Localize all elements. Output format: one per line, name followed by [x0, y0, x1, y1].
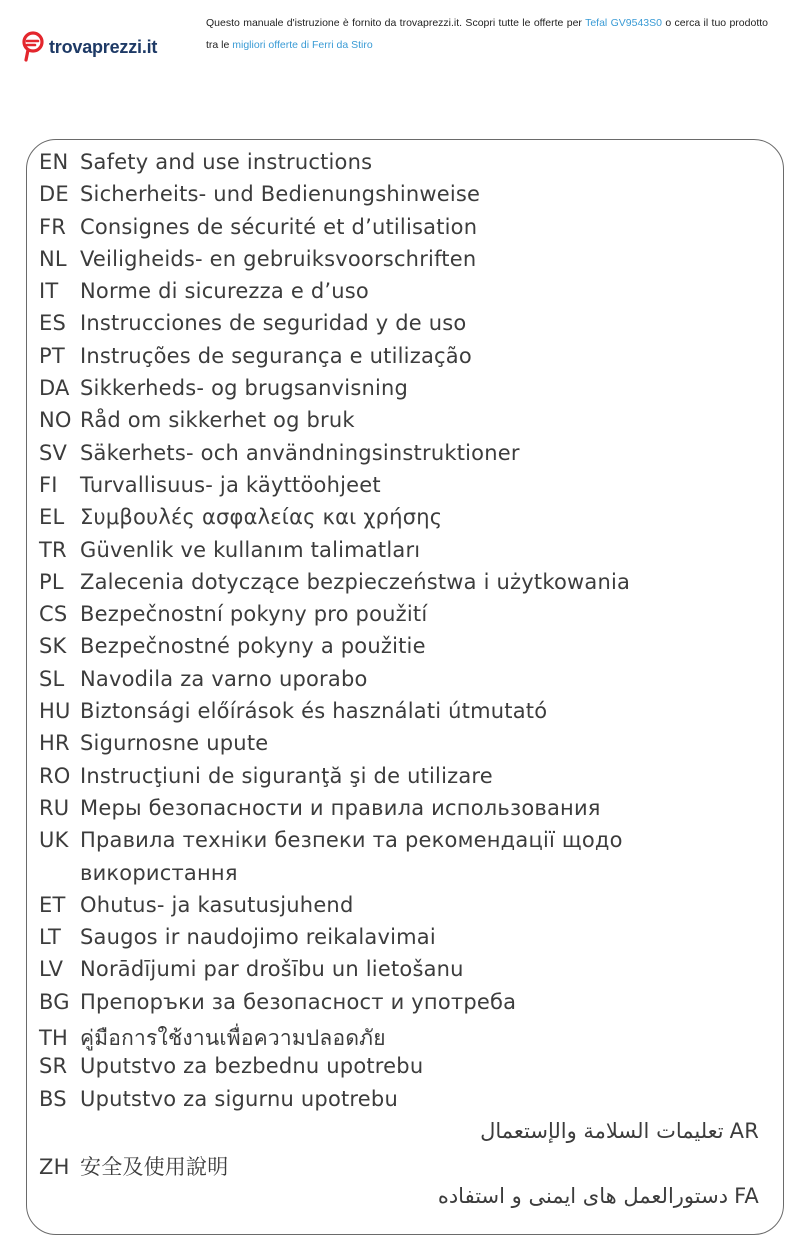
- language-row-sl: [39, 667, 759, 699]
- language-code: SR: [39, 1054, 68, 1079]
- language-code: TH: [39, 1026, 69, 1051]
- language-title: Instruções de segurança e utilização: [80, 343, 472, 368]
- language-title: Bezpečnostní pokyny pro použití: [80, 602, 428, 627]
- language-row-uk: [39, 828, 759, 860]
- language-code: HU: [39, 699, 71, 724]
- language-title: Правила техніки безпеки та рекомендації щодо: [80, 828, 623, 853]
- language-title: Turvallisuus- ja käyttöohjeet: [80, 472, 381, 497]
- language-row-ru: [39, 796, 759, 828]
- language-code: UK: [39, 828, 69, 853]
- language-title: Συμβουλές ασφαλείας και χρήσης: [80, 505, 443, 530]
- language-title: Sikkerheds- og brugsanvisning: [80, 376, 409, 401]
- language-code: CS: [39, 602, 68, 627]
- language-row-et: [39, 893, 759, 925]
- language-row-ro: [39, 764, 759, 796]
- language-list: [39, 150, 759, 1216]
- language-row-lv: [39, 957, 759, 989]
- language-row-en: [39, 150, 759, 182]
- language-title: Uputstvo za bezbednu upotrebu: [80, 1054, 424, 1079]
- logo-text: trovaprezzi.it: [49, 36, 158, 57]
- language-title: 安全及使用說明: [80, 1155, 229, 1180]
- language-row-pt: [39, 344, 759, 376]
- language-row-de: [39, 182, 759, 214]
- language-code: PL: [39, 569, 64, 594]
- language-title: Меры безопасности и правила использования: [80, 795, 601, 820]
- price-tag-icon: [22, 31, 46, 63]
- language-code: IT: [39, 279, 59, 304]
- language-title: تعليمات السلامة والإستعمال: [480, 1118, 724, 1143]
- language-title: Saugos ir naudojimo reikalavimai: [80, 925, 436, 950]
- language-code: AR: [729, 1118, 759, 1143]
- language-title: Safety and use instructions: [80, 150, 373, 174]
- language-row-hu: [39, 699, 759, 731]
- language-code: HR: [39, 731, 70, 756]
- language-title: Norādījumi par drošību un lietošanu: [80, 957, 464, 982]
- language-title: Biztonsági előírások és használati útmutató: [80, 699, 548, 724]
- language-title: Consignes de sécurité et d’utilisation: [80, 214, 478, 239]
- language-title: Veiligheids- en gebruiksvoorschriften: [80, 246, 477, 271]
- source-notice: [206, 12, 768, 56]
- language-title: Norme di sicurezza e d’uso: [80, 279, 369, 304]
- language-row-bg: [39, 990, 759, 1022]
- language-code: BG: [39, 989, 70, 1014]
- language-row-fr: [39, 215, 759, 247]
- language-row-fi: [39, 473, 759, 505]
- language-code: SV: [39, 440, 68, 465]
- language-code: ZH: [39, 1155, 70, 1180]
- language-code: SL: [39, 666, 65, 691]
- language-row-cs: [39, 602, 759, 634]
- language-row-es: [39, 311, 759, 343]
- language-title: Instrucciones de seguridad y de uso: [80, 311, 467, 336]
- language-code: FA: [734, 1183, 759, 1208]
- language-row-da: [39, 376, 759, 408]
- language-code: EL: [39, 505, 65, 530]
- language-row-bs: [39, 1087, 759, 1119]
- language-title: คู่มือการใช้งานเพื่อความปลอดภัย: [80, 1026, 386, 1051]
- language-code: LT: [39, 925, 62, 950]
- language-code: FR: [39, 214, 67, 239]
- language-title: Råd om sikkerhet og bruk: [80, 408, 355, 433]
- language-title: Sicherheits- und Bedienungshinweise: [80, 182, 481, 207]
- language-row-tr: [39, 538, 759, 570]
- language-code: ET: [39, 892, 66, 917]
- language-title: Bezpečnostné pokyny a použitie: [80, 634, 426, 659]
- language-title: Säkerhets- och användningsinstruktioner: [80, 440, 520, 465]
- language-title: Instrucţiuni de siguranţă şi de utilizare: [80, 763, 493, 788]
- language-row-nl: [39, 247, 759, 279]
- language-row-ar: [39, 1119, 759, 1151]
- product-link[interactable]: Tefal GV9543S0: [585, 17, 662, 29]
- language-title: Ohutus- ja kasutusjuhend: [80, 892, 354, 917]
- language-title: Sigurnosne upute: [80, 731, 269, 756]
- language-title: Uputstvo za sigurnu upotrebu: [80, 1086, 398, 1111]
- language-title-continuation: використання: [80, 860, 238, 885]
- language-code: RO: [39, 763, 71, 788]
- language-row-sk: [39, 634, 759, 666]
- language-code: FI: [39, 472, 58, 497]
- language-row-fa: [39, 1184, 759, 1216]
- trovaprezzi-logo[interactable]: [22, 30, 157, 64]
- language-row-uk-continued: [39, 861, 759, 893]
- category-link[interactable]: migliori offerte di Ferri da Stiro: [232, 39, 373, 51]
- language-row-lt: [39, 925, 759, 957]
- language-code: PT: [39, 343, 65, 368]
- language-title: دستورالعمل های ایمنی و استفاده: [437, 1183, 729, 1208]
- language-row-el: [39, 505, 759, 537]
- language-row-zh: [39, 1151, 759, 1183]
- language-code: DA: [39, 376, 70, 401]
- language-code: EN: [39, 150, 69, 174]
- notice-middle: o cerca il tuo prodotto tra le: [206, 17, 768, 51]
- language-row-th: [39, 1022, 759, 1054]
- notice-prefix: Questo manuale d'istruzione è fornito da trovaprezzi.it. Scopri tutte le offerte per: [206, 17, 586, 29]
- language-code: TR: [39, 537, 67, 562]
- language-row-sv: [39, 441, 759, 473]
- language-code: SK: [39, 634, 67, 659]
- language-code: BS: [39, 1086, 67, 1111]
- language-row-hr: [39, 731, 759, 763]
- language-code: RU: [39, 795, 70, 820]
- language-row-pl: [39, 570, 759, 602]
- language-code: LV: [39, 957, 64, 982]
- language-title: Güvenlik ve kullanım talimatları: [80, 537, 421, 562]
- language-code: NO: [39, 408, 72, 433]
- language-row-no: [39, 408, 759, 440]
- language-row-sr: [39, 1054, 759, 1086]
- language-title: Zalecenia dotyczące bezpieczeństwa i użytkowania: [80, 569, 631, 594]
- language-row-it: [39, 279, 759, 311]
- language-title: Navodila za varno uporabo: [80, 666, 368, 691]
- language-code: ES: [39, 311, 66, 336]
- language-title: Препоръки за безопасност и употреба: [80, 989, 517, 1014]
- page-header: [0, 0, 808, 70]
- language-code: DE: [39, 182, 69, 207]
- language-code: NL: [39, 246, 67, 271]
